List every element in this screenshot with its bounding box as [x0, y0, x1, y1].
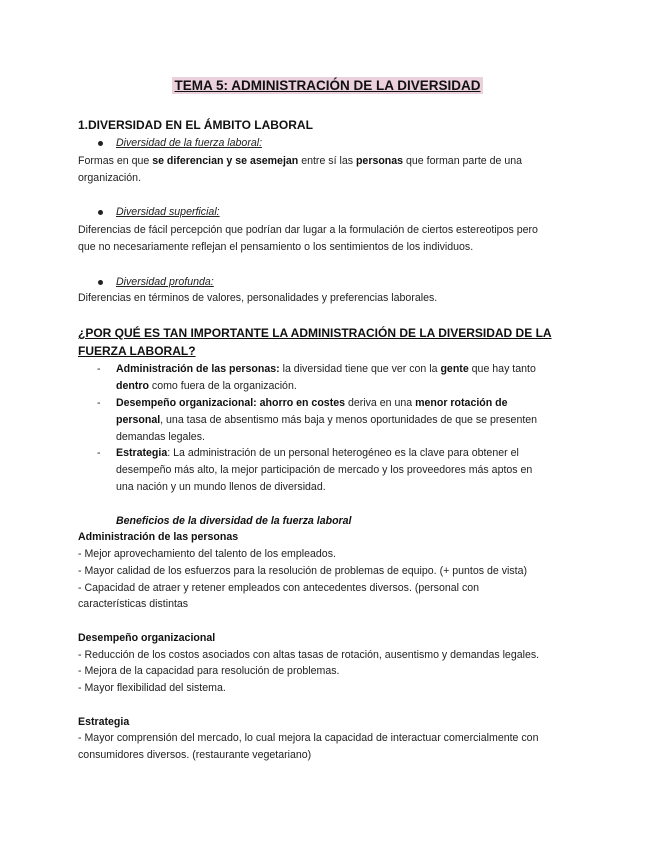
bullet-icon — [98, 210, 103, 215]
text: la diversidad tiene que ver con la — [279, 363, 441, 375]
text: que forman parte de una — [403, 155, 523, 167]
paragraph-line: Diferencias de fácil percepción que podrían dar lugar a la formulación de ciertos estereotipos pero — [78, 224, 538, 236]
bold-text: Estrategia — [116, 447, 168, 459]
dash-marker: - — [97, 397, 101, 409]
benefit-line: - Mayor flexibilidad del sistema. — [78, 682, 226, 694]
group-heading — [78, 631, 215, 645]
bold-text: se diferencian y se asemejan — [152, 155, 299, 167]
benefit-line: - Mejora de la capacidad para resolución de problemas. — [78, 665, 340, 677]
benefit-line: - Reducción de los costos asociados con altas tasas de rotación, ausentismo y demandas legales. — [78, 649, 540, 661]
bold-text: dentro — [116, 380, 149, 392]
benefit-line: consumidores diversos. (restaurante vegetariano) — [78, 749, 312, 761]
benefits-title: Beneficios de la diversidad de la fuerza laboral — [116, 515, 352, 527]
bullet-icon — [98, 141, 103, 146]
section-heading: 1.DIVERSIDAD EN EL ÁMBITO LABORAL — [78, 118, 313, 132]
paragraph-line: que no necesariamente reflejan el pensamiento o los sentimientos de los individuos. — [78, 241, 474, 253]
group-heading — [78, 530, 238, 544]
text: entre sí las — [298, 155, 356, 167]
list-item-line: una nación y un mundo llenos de diversidad. — [116, 481, 326, 493]
list-item-line — [116, 413, 537, 427]
list-item-line: desempeño más alto, la mejor participación de mercado y los proveedores más aptos en — [116, 464, 533, 476]
bold-text: Administración de las personas: — [116, 363, 280, 375]
paragraph-line: Diferencias en términos de valores, personalidades y preferencias laborales. — [78, 292, 438, 304]
list-item-line — [116, 396, 508, 410]
text: : La administración de un personal heterogéneo es la clave para obtener el — [167, 447, 519, 459]
list-item-line — [116, 446, 519, 460]
bold-text: personal — [116, 414, 161, 426]
text: deriva en una — [345, 397, 416, 409]
section-heading: FUERZA LABORAL? — [78, 344, 196, 358]
list-item-line: demandas legales. — [116, 431, 205, 443]
document-title — [0, 79, 655, 93]
paragraph-line: organización. — [78, 172, 142, 184]
section-heading: ¿POR QUÉ ES TAN IMPORTANTE LA ADMINISTRACIÓN DE LA DIVERSIDAD DE LA — [78, 326, 552, 340]
text: como fuera de la organización. — [148, 380, 297, 392]
text: que hay tanto — [468, 363, 536, 375]
term: Diversidad superficial: — [116, 206, 220, 218]
bold-text: Desempeño organizacional: ahorro en costes — [116, 397, 346, 409]
benefit-line: - Mayor calidad de los esfuerzos para la resolución de problemas de equipo. (+ puntos de vista) — [78, 565, 528, 577]
list-item-line — [116, 362, 536, 376]
group-heading — [78, 715, 129, 729]
dash-marker: - — [97, 363, 101, 375]
benefit-line: características distintas — [78, 598, 189, 610]
bold-text: Administración de las personas — [78, 531, 239, 543]
term: Diversidad de la fuerza laboral: — [116, 137, 263, 149]
list-item-line — [116, 379, 297, 393]
bullet-icon — [98, 280, 103, 285]
bold-text: Desempeño organizacional — [78, 632, 216, 644]
paragraph-line — [78, 154, 522, 168]
title-text: TEMA 5: ADMINISTRACIÓN DE LA DIVERSIDAD — [174, 78, 481, 93]
benefit-line: - Mayor comprensión del mercado, lo cual mejora la capacidad de interactuar comercialmente con — [78, 732, 539, 744]
term: Diversidad profunda: — [116, 276, 214, 288]
benefit-line: - Capacidad de atraer y retener empleados con antecedentes diversos. (personal con — [78, 582, 480, 594]
text: Formas en que — [78, 155, 153, 167]
bold-text: gente — [440, 363, 469, 375]
bold-text: personas — [355, 155, 404, 167]
bold-text: menor rotación de — [415, 397, 508, 409]
benefit-line: - Mejor aprovechamiento del talento de los empleados. — [78, 548, 336, 560]
dash-marker: - — [97, 447, 101, 459]
bold-text: Estrategia — [78, 716, 130, 728]
text: , una tasa de absentismo más baja y menos oportunidades de que se presenten — [160, 414, 538, 426]
